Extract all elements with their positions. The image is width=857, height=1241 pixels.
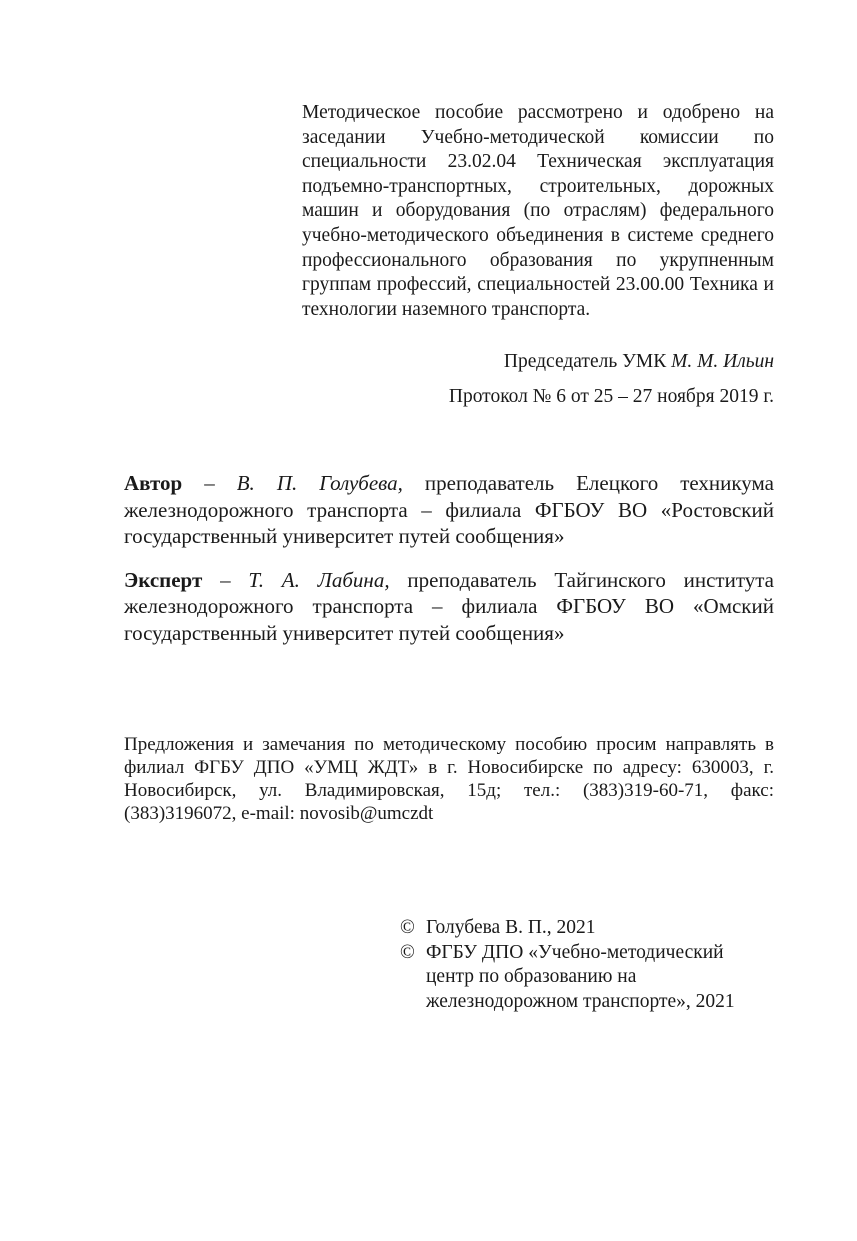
approval-text: Методическое пособие рассмотрено и одобрено на заседании Учебно-методической комиссии по специальности 23.02.04 Техническая эксплуатация подъемно-транспортных, строительных, дорожных машин и оборудования (по отраслям) федерального учебно-методического объединения в системе среднего профессионального образования по укрупненным группам профессий, специальностей 23.00.00 Техника и технологии наземного транспорта. xyxy=(302,102,774,320)
author-paragraph xyxy=(124,470,774,550)
chairman-label: Председатель УМК xyxy=(503,351,667,372)
author-dash: – xyxy=(182,471,237,495)
copyright-row-author xyxy=(400,916,774,941)
copyright-block xyxy=(400,916,774,1014)
copyright-symbol: © xyxy=(400,917,415,938)
copyright-symbol: © xyxy=(400,941,415,963)
author-description: преподаватель Елецкого техникума железнодорожного транспорта – филиала ФГБОУ ВО «Ростовский государственный университет путей сообщения» xyxy=(124,471,775,548)
expert-dash: – xyxy=(202,567,249,592)
expert-description: преподаватель Тайгинского института железнодорожного транспорта – филиала ФГБОУ ВО «Омский государственный университет путей сообщения» xyxy=(124,567,775,645)
expert-label: Эксперт xyxy=(124,567,203,592)
contacts-paragraph: Предложения и замечания по методическому пособию просим направлять в филиал ФГБУ ДПО «УМЦ ЖДТ» в г. Новосибирске по адресу: 630003, г. Новосибирск, ул. Владимировская, 15д; тел.: (383)319-60-71, факс: (383)3196072, e-mail: novosib@umczdt xyxy=(124,734,774,824)
copyright-row-publisher xyxy=(400,941,774,1015)
author-name: В. П. Голубева, xyxy=(236,471,403,495)
protocol-line: Протокол № 6 от 25 – 27 ноября 2019 г. xyxy=(448,386,774,407)
expert-name: Т. А. Лабина, xyxy=(248,567,390,592)
expert-paragraph xyxy=(124,567,774,647)
chairman-line xyxy=(504,351,774,373)
author-label: Автор xyxy=(124,471,183,495)
authors-block xyxy=(124,470,774,646)
copyright-author: Голубева В. П., 2021 xyxy=(426,917,596,938)
chairman-name: М. М. Ильин xyxy=(671,351,774,372)
copyright-publisher: ФГБУ ДПО «Учебно-методический центр по образованию на железнодорожном транспорте», 2021 xyxy=(426,941,735,1012)
approval-block xyxy=(302,101,774,322)
